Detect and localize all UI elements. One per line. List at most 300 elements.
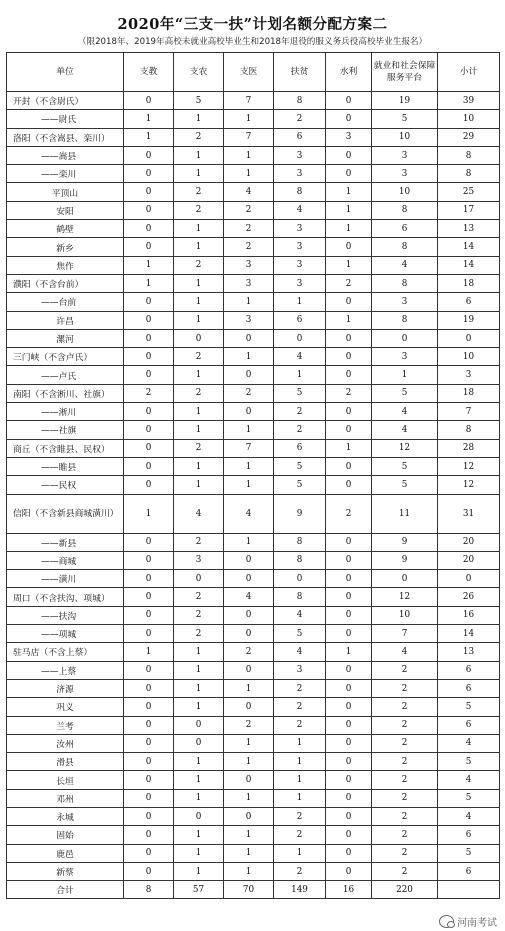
value-cell: 6 xyxy=(438,293,500,311)
table-row xyxy=(7,789,500,807)
value-cell: 0 xyxy=(372,329,438,347)
value-cell: 0 xyxy=(326,329,372,347)
value-cell: 4 xyxy=(438,771,500,789)
unit-name-cell: 许昌 xyxy=(7,311,124,329)
value-cell: 5 xyxy=(274,625,326,643)
unit-name-cell: ——台前 xyxy=(7,293,124,311)
value-cell: 0 xyxy=(224,698,274,716)
unit-name-cell: 兰考 xyxy=(7,716,124,734)
unit-name-cell: 平顶山 xyxy=(7,183,124,201)
value-cell: 1 xyxy=(326,183,372,201)
value-cell: 0 xyxy=(124,698,174,716)
value-cell: 1 xyxy=(326,220,372,238)
value-cell: 1 xyxy=(224,110,274,128)
table-row xyxy=(7,881,500,899)
value-cell: 9 xyxy=(372,551,438,569)
value-cell: 2 xyxy=(274,421,326,439)
table-row xyxy=(7,679,500,697)
value-cell: 2 xyxy=(372,698,438,716)
table-row xyxy=(7,403,500,421)
value-cell: 4 xyxy=(372,256,438,274)
table-row xyxy=(7,716,500,734)
value-cell: 0 xyxy=(124,551,174,569)
value-cell: 1 xyxy=(174,457,224,475)
value-cell: 4 xyxy=(224,588,274,606)
value-cell: 2 xyxy=(274,862,326,880)
value-cell: 2 xyxy=(224,384,274,402)
page-title: 2020年“三支一扶”计划名额分配方案二 xyxy=(117,16,388,33)
value-cell: 0 xyxy=(326,753,372,771)
wechat-icon xyxy=(439,915,454,928)
value-cell: 1 xyxy=(124,494,174,533)
value-cell: 11 xyxy=(372,494,438,533)
value-cell: 6 xyxy=(438,826,500,844)
value-cell: 2 xyxy=(372,826,438,844)
value-cell: 3 xyxy=(372,348,438,366)
table-row xyxy=(7,570,500,588)
value-cell: 0 xyxy=(326,734,372,752)
value-cell: 12 xyxy=(372,439,438,457)
value-cell: 2 xyxy=(326,384,372,402)
unit-name-cell: ——新县 xyxy=(7,533,124,551)
value-cell: 2 xyxy=(224,716,274,734)
value-cell: 4 xyxy=(438,807,500,825)
column-header: 支农 xyxy=(174,53,224,92)
value-cell: 3 xyxy=(274,165,326,183)
value-cell: 2 xyxy=(372,716,438,734)
value-cell: 1 xyxy=(124,643,174,661)
value-cell: 0 xyxy=(124,348,174,366)
table-row xyxy=(7,734,500,752)
table-row xyxy=(7,256,500,274)
value-cell: 1 xyxy=(174,698,224,716)
value-cell: 0 xyxy=(124,329,174,347)
value-cell: 2 xyxy=(274,807,326,825)
value-cell: 5 xyxy=(438,698,500,716)
value-cell: 4 xyxy=(274,348,326,366)
value-cell: 4 xyxy=(224,494,274,533)
unit-name-cell: 南阳（不含淅川、社旗） xyxy=(7,384,124,402)
table-row xyxy=(7,698,500,716)
unit-name-cell: ——淅川 xyxy=(7,403,124,421)
table-row xyxy=(7,588,500,606)
value-cell: 2 xyxy=(372,771,438,789)
value-cell: 0 xyxy=(124,476,174,494)
value-cell: 2 xyxy=(372,734,438,752)
value-cell: 2 xyxy=(372,753,438,771)
value-cell: 5 xyxy=(438,844,500,862)
unit-name-cell: 商丘（不含睢县、民权） xyxy=(7,439,124,457)
value-cell: 25 xyxy=(438,183,500,201)
table-row xyxy=(7,625,500,643)
unit-name-cell: 鹤壁 xyxy=(7,220,124,238)
watermark xyxy=(439,914,497,929)
value-cell: 0 xyxy=(124,146,174,164)
value-cell: 3 xyxy=(274,661,326,679)
value-cell: 6 xyxy=(438,716,500,734)
value-cell: 1 xyxy=(174,789,224,807)
value-cell: 31 xyxy=(438,494,500,533)
value-cell: 1 xyxy=(274,844,326,862)
column-header: 水利 xyxy=(326,53,372,92)
table-row xyxy=(7,384,500,402)
value-cell: 2 xyxy=(174,256,224,274)
value-cell: 26 xyxy=(438,588,500,606)
value-cell: 0 xyxy=(124,457,174,475)
unit-name-cell: 新乡 xyxy=(7,238,124,256)
value-cell: 3 xyxy=(274,274,326,292)
value-cell: 2 xyxy=(372,679,438,697)
value-cell: 10 xyxy=(372,183,438,201)
unit-name-cell: ——民权 xyxy=(7,476,124,494)
page-subtitle: （限2018年、2019年高校未就业高校毕业生和2018年退役的服义务兵役高校毕业生报名） xyxy=(77,37,428,47)
table-row xyxy=(7,533,500,551)
table-row xyxy=(7,421,500,439)
value-cell: 3 xyxy=(224,256,274,274)
value-cell: 0 xyxy=(224,606,274,624)
value-cell: 1 xyxy=(174,146,224,164)
unit-name-cell: 巩义 xyxy=(7,698,124,716)
table-row xyxy=(7,220,500,238)
value-cell: 1 xyxy=(174,293,224,311)
table-header-row xyxy=(7,53,500,92)
unit-name-cell: 漯河 xyxy=(7,329,124,347)
value-cell: 0 xyxy=(124,753,174,771)
value-cell: 3 xyxy=(438,366,500,384)
value-cell: 0 xyxy=(124,439,174,457)
value-cell: 1 xyxy=(174,862,224,880)
column-header: 扶贫 xyxy=(274,53,326,92)
value-cell: 2 xyxy=(174,439,224,457)
value-cell: 2 xyxy=(174,384,224,402)
value-cell: 7 xyxy=(224,128,274,146)
value-cell: 0 xyxy=(124,625,174,643)
value-cell: 2 xyxy=(274,110,326,128)
value-cell: 4 xyxy=(274,201,326,219)
value-cell: 0 xyxy=(224,625,274,643)
value-cell: 6 xyxy=(274,128,326,146)
value-cell: 7 xyxy=(224,439,274,457)
value-cell: 149 xyxy=(274,881,326,899)
value-cell: 1 xyxy=(274,789,326,807)
value-cell: 1 xyxy=(124,274,174,292)
value-cell: 5 xyxy=(274,457,326,475)
value-cell: 0 xyxy=(174,570,224,588)
value-cell: 13 xyxy=(438,220,500,238)
value-cell: 8 xyxy=(438,165,500,183)
value-cell: 8 xyxy=(274,92,326,110)
table-row xyxy=(7,661,500,679)
value-cell: 1 xyxy=(224,348,274,366)
value-cell: 12 xyxy=(372,588,438,606)
value-cell: 6 xyxy=(372,220,438,238)
value-cell: 16 xyxy=(438,606,500,624)
value-cell: 7 xyxy=(438,403,500,421)
value-cell: 3 xyxy=(174,551,224,569)
value-cell: 6 xyxy=(274,439,326,457)
value-cell: 0 xyxy=(372,570,438,588)
value-cell: 10 xyxy=(438,110,500,128)
table-row xyxy=(7,165,500,183)
unit-name-cell: 开封（不含尉氏） xyxy=(7,92,124,110)
table-row xyxy=(7,457,500,475)
value-cell: 0 xyxy=(124,220,174,238)
value-cell: 1 xyxy=(224,293,274,311)
unit-name-cell: 安阳 xyxy=(7,201,124,219)
value-cell: 70 xyxy=(224,881,274,899)
table-row xyxy=(7,128,500,146)
unit-name-cell: 济源 xyxy=(7,679,124,697)
value-cell: 3 xyxy=(326,128,372,146)
value-cell: 0 xyxy=(124,533,174,551)
value-cell: 0 xyxy=(124,826,174,844)
value-cell: 0 xyxy=(124,679,174,697)
value-cell: 2 xyxy=(224,201,274,219)
column-header: 支教 xyxy=(124,53,174,92)
value-cell: 4 xyxy=(224,183,274,201)
value-cell: 0 xyxy=(326,92,372,110)
unit-name-cell: ——项城 xyxy=(7,625,124,643)
unit-name-cell: 邓州 xyxy=(7,789,124,807)
value-cell: 29 xyxy=(438,128,500,146)
value-cell: 3 xyxy=(372,165,438,183)
value-cell: 0 xyxy=(326,679,372,697)
value-cell: 220 xyxy=(372,881,438,899)
table-row xyxy=(7,110,500,128)
column-header: 单位 xyxy=(7,53,124,92)
unit-name-cell: ——卢氏 xyxy=(7,366,124,384)
value-cell: 0 xyxy=(326,457,372,475)
unit-name-cell: 固始 xyxy=(7,826,124,844)
value-cell: 20 xyxy=(438,533,500,551)
table-row xyxy=(7,476,500,494)
table-row xyxy=(7,274,500,292)
value-cell: 1 xyxy=(174,476,224,494)
value-cell: 0 xyxy=(124,807,174,825)
value-cell: 4 xyxy=(174,494,224,533)
allocation-table xyxy=(6,52,500,899)
value-cell: 0 xyxy=(124,661,174,679)
value-cell: 0 xyxy=(326,533,372,551)
value-cell: 2 xyxy=(372,862,438,880)
value-cell: 3 xyxy=(372,293,438,311)
unit-name-cell: ——社旗 xyxy=(7,421,124,439)
value-cell: 0 xyxy=(124,366,174,384)
value-cell: 10 xyxy=(372,128,438,146)
value-cell: 10 xyxy=(438,348,500,366)
unit-name-cell: 驻马店（不含上蔡） xyxy=(7,643,124,661)
value-cell: 1 xyxy=(174,403,224,421)
value-cell: 5 xyxy=(372,110,438,128)
unit-name-cell: 滑县 xyxy=(7,753,124,771)
value-cell: 5 xyxy=(372,476,438,494)
table-row xyxy=(7,551,500,569)
value-cell xyxy=(438,881,500,899)
unit-name-cell: 汝州 xyxy=(7,734,124,752)
unit-name-cell: ——商城 xyxy=(7,551,124,569)
value-cell: 3 xyxy=(224,274,274,292)
value-cell: 0 xyxy=(124,92,174,110)
value-cell: 0 xyxy=(326,807,372,825)
value-cell: 9 xyxy=(372,533,438,551)
value-cell: 2 xyxy=(274,679,326,697)
value-cell: 8 xyxy=(274,551,326,569)
value-cell: 8 xyxy=(372,274,438,292)
value-cell: 0 xyxy=(274,329,326,347)
value-cell: 1 xyxy=(174,643,224,661)
table-row xyxy=(7,753,500,771)
value-cell: 1 xyxy=(174,421,224,439)
value-cell: 8 xyxy=(274,183,326,201)
value-cell: 0 xyxy=(124,311,174,329)
value-cell: 2 xyxy=(274,403,326,421)
value-cell: 0 xyxy=(124,588,174,606)
value-cell: 5 xyxy=(372,384,438,402)
value-cell: 0 xyxy=(438,329,500,347)
value-cell: 2 xyxy=(174,625,224,643)
unit-name-cell: ——尉氏 xyxy=(7,110,124,128)
value-cell: 14 xyxy=(438,238,500,256)
value-cell: 1 xyxy=(174,238,224,256)
value-cell: 2 xyxy=(174,183,224,201)
table-row xyxy=(7,201,500,219)
table-row xyxy=(7,311,500,329)
value-cell: 7 xyxy=(224,92,274,110)
value-cell: 0 xyxy=(124,570,174,588)
value-cell: 1 xyxy=(224,457,274,475)
value-cell: 0 xyxy=(326,348,372,366)
table-row xyxy=(7,348,500,366)
unit-name-cell: 焦作 xyxy=(7,256,124,274)
value-cell: 4 xyxy=(438,734,500,752)
value-cell: 1 xyxy=(224,844,274,862)
watermark-text: 河南考试 xyxy=(457,918,497,929)
value-cell: 0 xyxy=(326,606,372,624)
unit-name-cell: 洛阳（不含嵩县、栾川） xyxy=(7,128,124,146)
value-cell: 5 xyxy=(438,753,500,771)
unit-name-cell: 鹿邑 xyxy=(7,844,124,862)
table-row xyxy=(7,826,500,844)
value-cell: 0 xyxy=(326,716,372,734)
column-header: 就业和社会保障服务平台 xyxy=(372,53,438,92)
unit-name-cell: ——上蔡 xyxy=(7,661,124,679)
value-cell: 1 xyxy=(174,753,224,771)
table-row xyxy=(7,606,500,624)
value-cell: 3 xyxy=(274,238,326,256)
value-cell: 0 xyxy=(124,716,174,734)
value-cell: 0 xyxy=(224,807,274,825)
value-cell: 0 xyxy=(326,826,372,844)
value-cell: 0 xyxy=(224,551,274,569)
value-cell: 0 xyxy=(326,844,372,862)
value-cell: 0 xyxy=(224,661,274,679)
value-cell: 1 xyxy=(326,201,372,219)
value-cell: 12 xyxy=(438,476,500,494)
value-cell: 0 xyxy=(174,734,224,752)
value-cell: 14 xyxy=(438,625,500,643)
value-cell: 0 xyxy=(174,329,224,347)
table-row xyxy=(7,439,500,457)
value-cell: 3 xyxy=(274,256,326,274)
value-cell: 9 xyxy=(274,494,326,533)
value-cell: 2 xyxy=(174,606,224,624)
value-cell: 1 xyxy=(174,679,224,697)
value-cell: 4 xyxy=(372,643,438,661)
value-cell: 16 xyxy=(326,881,372,899)
value-cell: 14 xyxy=(438,256,500,274)
value-cell: 1 xyxy=(326,311,372,329)
value-cell: 8 xyxy=(438,146,500,164)
value-cell: 2 xyxy=(274,826,326,844)
unit-name-cell: 合计 xyxy=(7,881,124,899)
unit-name-cell: 永城 xyxy=(7,807,124,825)
table-row xyxy=(7,862,500,880)
value-cell: 8 xyxy=(274,533,326,551)
value-cell: 0 xyxy=(326,421,372,439)
value-cell: 8 xyxy=(274,588,326,606)
value-cell: 0 xyxy=(224,403,274,421)
value-cell: 20 xyxy=(438,551,500,569)
value-cell: 2 xyxy=(224,238,274,256)
value-cell: 0 xyxy=(326,165,372,183)
value-cell: 0 xyxy=(326,625,372,643)
value-cell: 1 xyxy=(224,862,274,880)
value-cell: 4 xyxy=(372,403,438,421)
value-cell: 2 xyxy=(372,807,438,825)
table-row xyxy=(7,643,500,661)
unit-name-cell: 周口（不含扶沟、项城） xyxy=(7,588,124,606)
value-cell: 2 xyxy=(372,844,438,862)
value-cell: 0 xyxy=(124,293,174,311)
value-cell: 0 xyxy=(274,570,326,588)
table-row xyxy=(7,844,500,862)
value-cell: 2 xyxy=(124,384,174,402)
table-row xyxy=(7,366,500,384)
value-cell: 7 xyxy=(372,625,438,643)
value-cell: 0 xyxy=(224,366,274,384)
table-row xyxy=(7,771,500,789)
value-cell: 0 xyxy=(174,716,224,734)
value-cell: 8 xyxy=(372,201,438,219)
value-cell: 1 xyxy=(224,146,274,164)
column-header: 支医 xyxy=(224,53,274,92)
value-cell: 8 xyxy=(372,238,438,256)
table-row xyxy=(7,494,500,533)
value-cell: 1 xyxy=(124,128,174,146)
table-row xyxy=(7,183,500,201)
value-cell: 0 xyxy=(124,165,174,183)
unit-name-cell: 信阳（不含新县商城潢川） xyxy=(7,494,124,533)
value-cell: 1 xyxy=(174,110,224,128)
value-cell: 6 xyxy=(438,862,500,880)
value-cell: 1 xyxy=(274,293,326,311)
value-cell: 4 xyxy=(372,421,438,439)
unit-name-cell: 三门峡（不含卢氏） xyxy=(7,348,124,366)
value-cell: 8 xyxy=(124,881,174,899)
value-cell: 5 xyxy=(274,384,326,402)
value-cell: 0 xyxy=(224,570,274,588)
value-cell: 0 xyxy=(326,366,372,384)
value-cell: 17 xyxy=(438,201,500,219)
value-cell: 8 xyxy=(372,311,438,329)
value-cell: 0 xyxy=(124,734,174,752)
value-cell: 2 xyxy=(274,716,326,734)
value-cell: 0 xyxy=(124,421,174,439)
column-header: 小计 xyxy=(438,53,500,92)
value-cell: 1 xyxy=(224,734,274,752)
value-cell: 1 xyxy=(224,421,274,439)
value-cell: 0 xyxy=(124,771,174,789)
